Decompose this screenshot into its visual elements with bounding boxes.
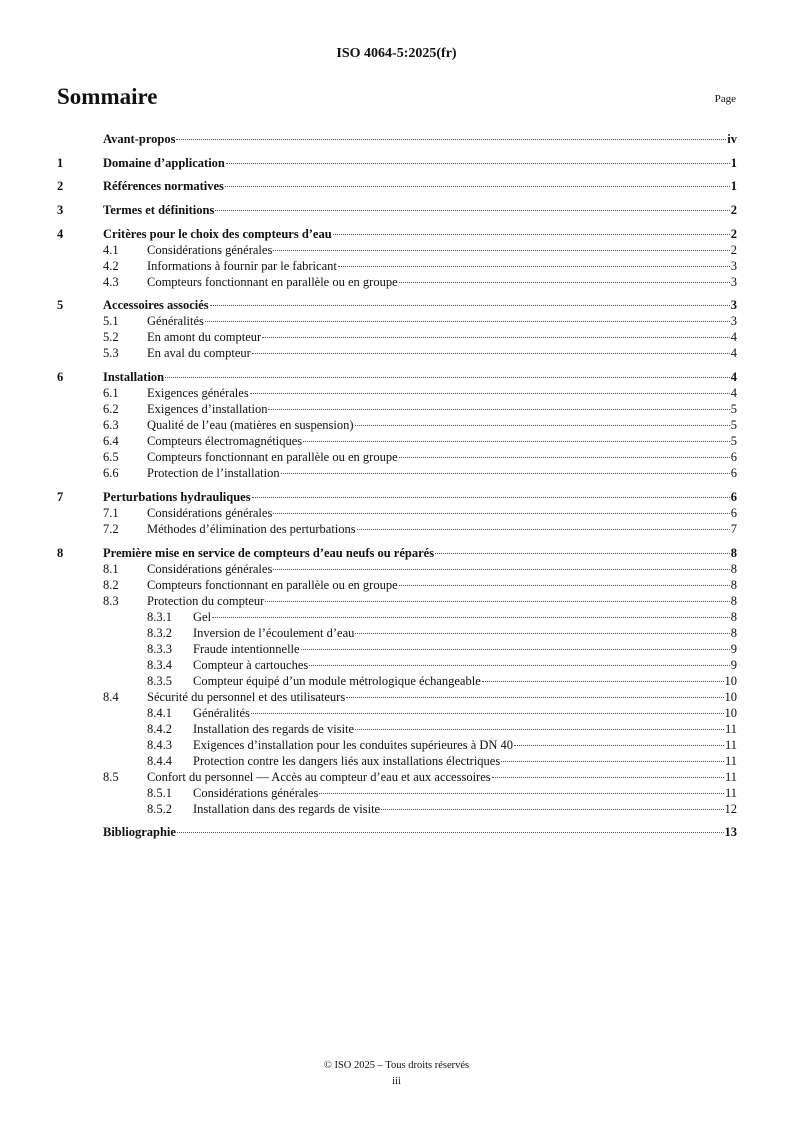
toc-entry[interactable]: [57, 449, 737, 465]
toc-entry[interactable]: [57, 417, 737, 433]
toc-entry-page: 7: [730, 521, 737, 536]
toc-entry-page: 6: [730, 489, 737, 504]
toc-entry-page: 8: [730, 625, 737, 640]
toc-entry-page: 3: [730, 274, 737, 289]
toc-entry-title: Considérations générales: [147, 505, 273, 520]
toc-entry-page: 5: [730, 418, 737, 433]
toc-entry[interactable]: [57, 737, 737, 753]
toc-entry[interactable]: [57, 489, 737, 505]
dot-leader: [435, 553, 730, 554]
table-of-contents: [57, 131, 737, 840]
toc-entry-title: Inversion de l’écoulement d’eau: [193, 625, 355, 640]
dot-leader: [301, 649, 730, 650]
toc-entry-title: Fraude intentionnelle: [193, 641, 300, 656]
toc-entry-page: 5: [730, 402, 737, 417]
toc-entry-page: 2: [730, 203, 737, 218]
toc-entry-number: 8.4: [103, 689, 119, 704]
toc-entry-title: En amont du compteur: [147, 330, 262, 345]
toc-entry-title: Méthodes d’élimination des perturbations: [147, 521, 356, 536]
toc-entry-title: Bibliographie: [103, 825, 176, 840]
dot-leader: [177, 832, 724, 833]
toc-entry-page: 10: [724, 705, 737, 720]
toc-entry[interactable]: [57, 345, 737, 361]
toc-entry[interactable]: [57, 824, 737, 840]
toc-entry-title: Domaine d’application: [103, 155, 225, 170]
toc-entry-number: 8.4.2: [147, 721, 172, 736]
toc-entry-page: 6: [730, 505, 737, 520]
dot-leader: [205, 321, 730, 322]
dot-leader: [273, 569, 729, 570]
dot-leader: [215, 210, 729, 211]
dot-leader: [262, 337, 730, 338]
toc-entry[interactable]: [57, 178, 737, 194]
dot-leader: [210, 305, 730, 306]
toc-entry[interactable]: [57, 297, 737, 313]
toc-entry-title: Exigences d’installation: [147, 402, 268, 417]
toc-entry[interactable]: [57, 369, 737, 385]
dot-leader: [355, 729, 724, 730]
toc-entry[interactable]: [57, 155, 737, 171]
toc-entry-page: 13: [724, 825, 737, 840]
toc-entry-number: 5.3: [103, 346, 119, 361]
document-header: ISO 4064-5:2025(fr): [336, 46, 457, 61]
toc-entry-page: 4: [730, 370, 737, 385]
toc-entry-number: 7.2: [103, 521, 119, 536]
toc-entry[interactable]: [57, 401, 737, 417]
toc-entry-title: Installation dans des regards de visite: [193, 801, 381, 816]
toc-entry-page: 11: [724, 721, 737, 736]
toc-entry-page: 1: [730, 155, 737, 170]
toc-entry-title: Exigences générales: [147, 386, 249, 401]
toc-entry-number: 4.2: [103, 258, 119, 273]
toc-entry-page: 3: [730, 258, 737, 273]
toc-entry-title: Perturbations hydrauliques: [103, 489, 251, 504]
toc-entry-page: 4: [730, 346, 737, 361]
toc-entry-page: 6: [730, 466, 737, 481]
toc-entry-number: 6.3: [103, 418, 119, 433]
toc-entry-number: 5: [57, 298, 64, 313]
toc-entry-number: 2: [57, 179, 64, 194]
toc-entry-number: 5.1: [103, 314, 119, 329]
toc-entry-page: 6: [730, 450, 737, 465]
toc-entry-number: 8.4.4: [147, 753, 172, 768]
toc-entry[interactable]: [57, 801, 737, 817]
toc-entry-number: 8.4.1: [147, 705, 172, 720]
toc-entry-page: 9: [730, 641, 737, 656]
toc-entry-title: Informations à fournir par le fabricant: [147, 258, 337, 273]
dot-leader: [252, 353, 730, 354]
dot-leader: [355, 633, 729, 634]
toc-entry-title: En aval du compteur: [147, 346, 251, 361]
toc-entry-title: Généralités: [193, 705, 250, 720]
toc-entry-title: Généralités: [147, 314, 204, 329]
toc-entry-number: 8.5: [103, 769, 119, 784]
toc-entry-number: 8.5.2: [147, 801, 172, 816]
toc-entry[interactable]: [57, 242, 737, 258]
toc-entry-title: Compteurs fonctionnant en parallèle ou en groupe: [147, 274, 398, 289]
toc-entry-page: 11: [724, 737, 737, 752]
toc-entry-page: 9: [730, 657, 737, 672]
toc-entry-number: 8.1: [103, 561, 119, 576]
page-number: iii: [392, 1076, 401, 1087]
dot-leader: [225, 186, 730, 187]
page-title: Sommaire: [57, 84, 158, 109]
dot-leader: [333, 234, 730, 235]
dot-leader: [226, 163, 730, 164]
toc-entry-page: 11: [724, 753, 737, 768]
toc-entry[interactable]: [57, 641, 737, 657]
toc-entry-number: 6.5: [103, 450, 119, 465]
toc-entry-page: 12: [724, 801, 737, 816]
toc-entry-page: 8: [730, 593, 737, 608]
toc-entry-page: 4: [730, 386, 737, 401]
toc-entry[interactable]: [57, 131, 737, 147]
toc-entry-title: Compteur à cartouches: [193, 657, 309, 672]
toc-entry[interactable]: [57, 689, 737, 705]
dot-leader: [176, 139, 726, 140]
toc-entry[interactable]: [57, 625, 737, 641]
toc-entry-number: 7.1: [103, 505, 119, 520]
dot-leader: [250, 393, 730, 394]
toc-entry-title: Protection de l’installation: [147, 466, 280, 481]
dot-leader: [252, 497, 730, 498]
toc-entry-number: 8.4.3: [147, 737, 172, 752]
toc-entry[interactable]: [57, 521, 737, 537]
dot-leader: [309, 665, 730, 666]
toc-entry-page: 2: [730, 226, 737, 241]
dot-leader: [399, 282, 730, 283]
dot-leader: [265, 601, 729, 602]
toc-entry-number: 8.3.5: [147, 673, 172, 688]
toc-entry[interactable]: [57, 609, 737, 625]
toc-entry-number: 8.3.1: [147, 609, 172, 624]
toc-entry-page: 8: [730, 561, 737, 576]
dot-leader: [338, 266, 730, 267]
page-column-label: Page: [714, 93, 736, 105]
toc-entry-number: 4.3: [103, 274, 119, 289]
toc-entry-title: Qualité de l’eau (matières en suspension): [147, 418, 354, 433]
toc-entry-page: 4: [730, 330, 737, 345]
toc-entry-title: Installation des regards de visite: [193, 721, 355, 736]
dot-leader: [319, 793, 724, 794]
toc-entry[interactable]: [57, 385, 737, 401]
toc-entry-number: 8.3.4: [147, 657, 172, 672]
toc-entry-number: 8.5.1: [147, 785, 172, 800]
toc-entry-title: Protection du compteur: [147, 593, 265, 608]
dot-leader: [399, 585, 730, 586]
dot-leader: [381, 809, 723, 810]
toc-entry-page: 8: [730, 577, 737, 592]
toc-entry-page: 10: [724, 689, 737, 704]
toc-entry-title: Compteurs électromagnétiques: [147, 434, 303, 449]
toc-entry[interactable]: [57, 202, 737, 218]
dot-leader: [399, 457, 730, 458]
toc-entry[interactable]: [57, 785, 737, 801]
toc-entry[interactable]: [57, 673, 737, 689]
toc-entry-title: Installation: [103, 370, 165, 385]
toc-entry-page: 10: [724, 673, 737, 688]
toc-entry-number: 1: [57, 155, 64, 170]
toc-entry-number: 8.3.2: [147, 625, 172, 640]
toc-entry[interactable]: [57, 769, 737, 785]
toc-entry-page: 3: [730, 314, 737, 329]
toc-entry[interactable]: [57, 226, 737, 242]
dot-leader: [492, 777, 724, 778]
toc-entry-number: 8.3: [103, 593, 119, 608]
toc-entry-title: Avant-propos: [103, 132, 176, 146]
toc-entry-title: Première mise en service de compteurs d’eau neufs ou réparés: [103, 545, 435, 560]
toc-entry[interactable]: [57, 753, 737, 769]
dot-leader: [268, 409, 729, 410]
dot-leader: [357, 529, 730, 530]
toc-entry-title: Termes et définitions: [103, 203, 215, 218]
toc-entry-number: 8.3.3: [147, 641, 172, 656]
toc-entry[interactable]: [57, 721, 737, 737]
copyright-footer: © ISO 2025 – Tous droits réservés: [323, 1060, 470, 1071]
toc-entry-number: 6: [57, 370, 64, 385]
dot-leader: [165, 377, 730, 378]
toc-entry[interactable]: [57, 274, 737, 290]
toc-entry-page: 3: [730, 298, 737, 313]
dot-leader: [212, 617, 730, 618]
toc-entry-title: Compteurs fonctionnant en parallèle ou en groupe: [147, 450, 398, 465]
toc-entry-title: Protection contre les dangers liés aux installations électriques: [193, 753, 501, 768]
toc-entry-page: 8: [730, 545, 737, 560]
toc-entry-number: 8: [57, 545, 64, 560]
toc-entry[interactable]: [57, 505, 737, 521]
toc-entry[interactable]: [57, 705, 737, 721]
toc-entry-number: 8.2: [103, 577, 119, 592]
dot-leader: [303, 441, 730, 442]
toc-entry-number: 3: [57, 203, 64, 218]
dot-leader: [514, 745, 724, 746]
toc-entry[interactable]: [57, 545, 737, 561]
dot-leader: [273, 513, 729, 514]
dot-leader: [482, 681, 724, 682]
toc-entry-number: 6.6: [103, 466, 119, 481]
toc-entry-page: 5: [730, 434, 737, 449]
toc-entry[interactable]: [57, 577, 737, 593]
toc-entry-title: Considérations générales: [147, 242, 273, 257]
toc-entry-title: Accessoires associés: [103, 298, 209, 313]
toc-entry[interactable]: [57, 313, 737, 329]
toc-entry-title: Gel: [193, 609, 212, 624]
toc-entry[interactable]: [57, 329, 737, 345]
toc-entry-title: Compteur équipé d’un module métrologique échangeable: [193, 673, 481, 688]
dot-leader: [281, 473, 730, 474]
toc-entry-title: Compteurs fonctionnant en parallèle ou en groupe: [147, 577, 398, 592]
toc-entry[interactable]: [57, 465, 737, 481]
dot-leader: [346, 697, 723, 698]
dot-leader: [355, 425, 730, 426]
toc-entry-page: 8: [730, 609, 737, 624]
toc-entry-page: iv: [727, 132, 737, 146]
toc-entry-page: 11: [724, 769, 737, 784]
toc-entry-page: 1: [730, 179, 737, 194]
toc-entry-title: Exigences d’installation pour les conduites supérieures à DN 40: [193, 737, 514, 752]
toc-entry-number: 5.2: [103, 330, 119, 345]
toc-entry-number: 6.1: [103, 386, 119, 401]
toc-entry-number: 6.4: [103, 434, 119, 449]
toc-entry[interactable]: [57, 433, 737, 449]
toc-entry-title: Considérations générales: [147, 561, 273, 576]
toc-entry[interactable]: [57, 657, 737, 673]
dot-leader: [273, 250, 729, 251]
toc-entry[interactable]: [57, 258, 737, 274]
dot-leader: [501, 761, 724, 762]
toc-entry-title: Références normatives: [103, 179, 224, 194]
toc-entry-page: 2: [730, 242, 737, 257]
toc-entry-page: 11: [724, 785, 737, 800]
dot-leader: [251, 713, 724, 714]
toc-entry-number: 4: [57, 226, 64, 241]
toc-entry[interactable]: [57, 593, 737, 609]
toc-entry-number: 7: [57, 489, 64, 504]
toc-entry-number: 4.1: [103, 242, 119, 257]
toc-entry-title: Considérations générales: [193, 785, 319, 800]
toc-entry-number: 6.2: [103, 402, 119, 417]
toc-entry[interactable]: [57, 561, 737, 577]
toc-entry-title: Sécurité du personnel et des utilisateurs: [147, 689, 346, 704]
toc-entry-title: Confort du personnel — Accès au compteur d’eau et aux accessoires: [147, 769, 491, 784]
toc-entry-title: Critères pour le choix des compteurs d’eau: [103, 226, 332, 241]
